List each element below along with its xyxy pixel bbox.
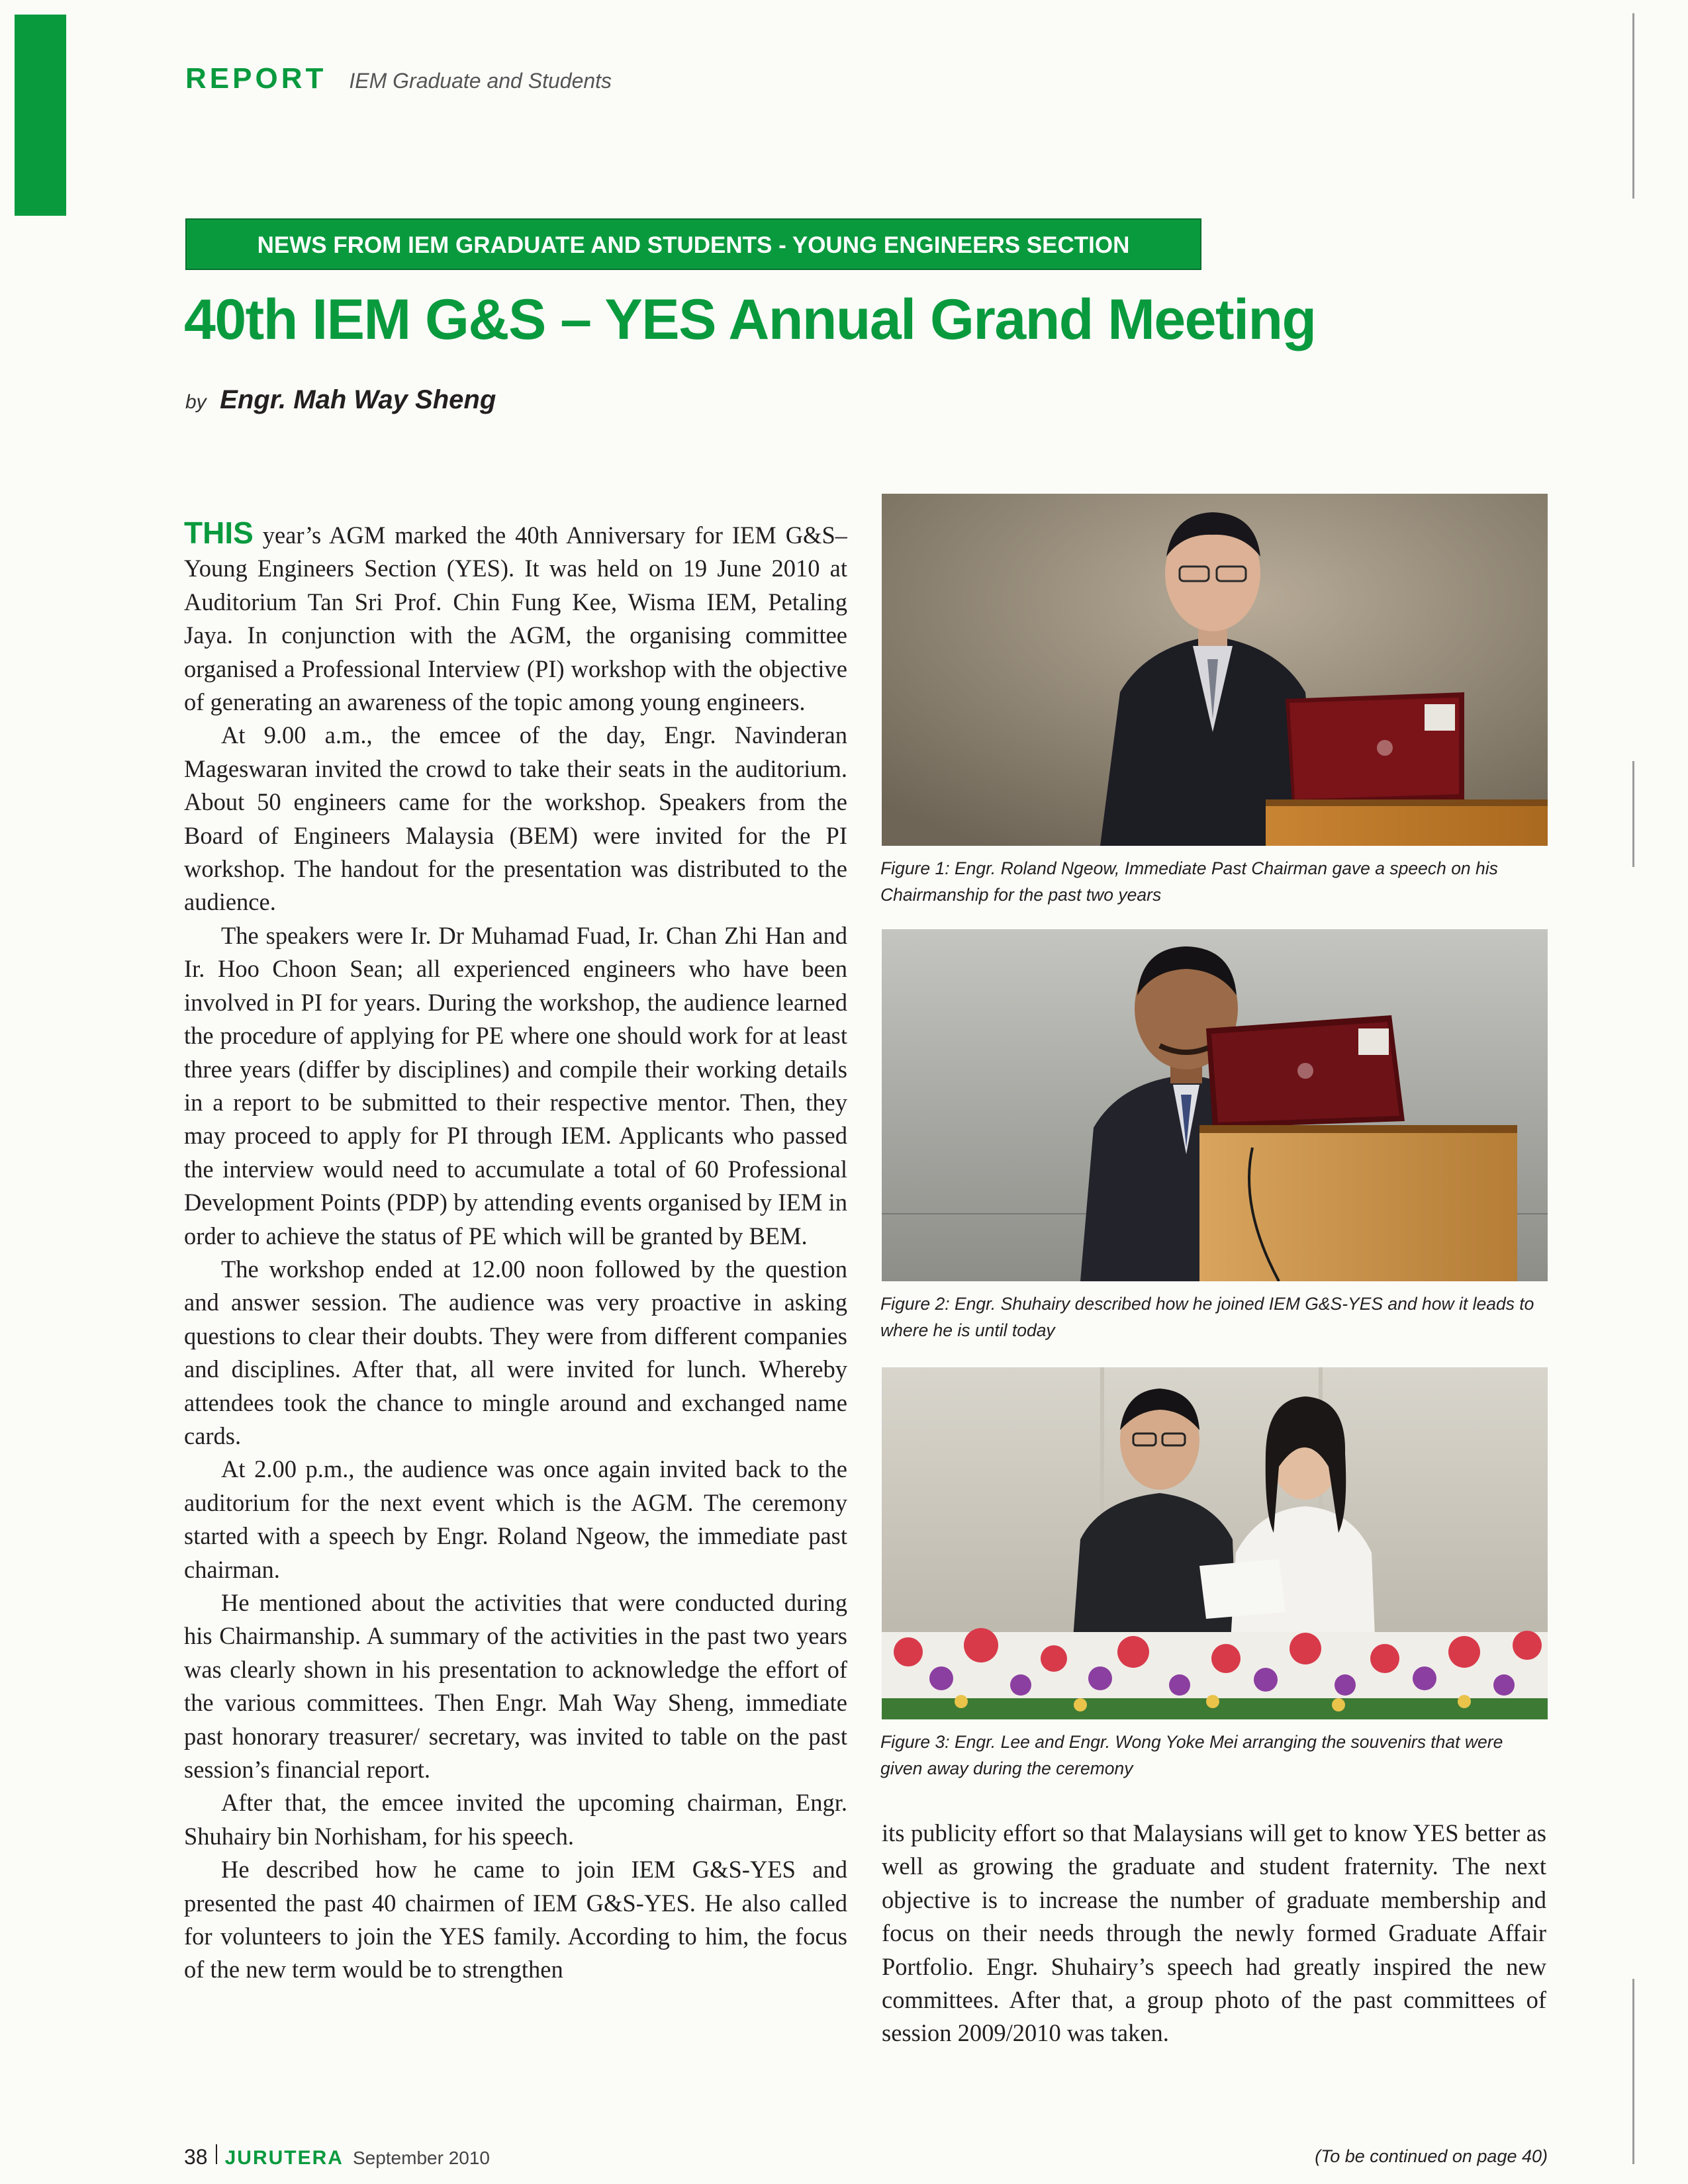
page-edge-line	[1632, 13, 1634, 199]
paragraph-8: He described how he came to join IEM G&S-YES and presented the past 40 chairmen of IEM G&S-YES. He also called for volunteers to join the YES family. According to him, the focus of the new term would be to strengthen	[184, 1856, 847, 1983]
page-edge-line	[1632, 761, 1634, 867]
paragraph-7: After that, the emcee invited the upcoming chairman, Engr. Shuhairy bin Norhisham, for his speech.	[184, 1789, 847, 1850]
paragraph-1	[184, 516, 847, 719]
continued-note: (To be continued on page 40)	[1315, 2146, 1548, 2166]
byline-author: Engr. Mah Way Sheng	[220, 385, 496, 414]
report-label: REPORT	[185, 62, 327, 95]
article-body-right-continuation	[882, 1817, 1546, 2095]
paragraph-5: At 2.00 p.m., the audience was once again invited back to the auditorium for the next event which is the AGM. The ceremony started with a speech by Engr. Roland Ngeow, the immediate past chairman.	[184, 1455, 847, 1583]
page-number: 38	[184, 2145, 208, 2169]
paragraph-4: The workshop ended at 12.00 noon followed by the question and answer session. The audience was very proactive in asking questions to clear their doubts. They were from different companies and disciplines. After that, all were invited for lunch. Whereby attendees took the chance to mingle around and exchanged name cards.	[184, 1255, 847, 1449]
issue-date: September 2010	[352, 2148, 490, 2168]
figure-1-photo	[882, 494, 1548, 846]
byline-by: by	[185, 391, 207, 413]
paragraph-9: its publicity effort so that Malaysians will get to know YES better as well as growing the graduate and student fraternity. The next objective is to increase the number of graduate membership and focus on their needs through the newly formed Graduate Affair Portfolio. Engr. Shuhairy’s speech had greatly inspired the new committees. After that, a group photo of the past committees of session 2009/2010 was taken.	[882, 1819, 1546, 2047]
figure-2-photo	[882, 929, 1548, 1281]
magazine-name: JURUTERA	[224, 2147, 344, 2169]
article-body-left-column	[184, 516, 847, 2098]
green-side-tab	[15, 15, 66, 216]
figure-1-caption: Figure 1: Engr. Roland Ngeow, Immediate Past Chairman gave a speech on his Chairmanship for the past two years	[880, 858, 1498, 905]
lead-word: THIS	[184, 516, 254, 550]
paragraph-3: The speakers were Ir. Dr Muhamad Fuad, Ir. Chan Zhi Han and Ir. Hoo Choon Sean; all experienced engineers who have been involved in PI for years. During the workshop, the audience learned the procedure of applying for PE where one should work for at least three years (differ by disciplines) and compile their working details in a report to be submitted to their respective mentor. Then, they may proceed to apply for PI through IEM. Applicants who passed the interview would need to accumulate a total of 60 Professional Development Points (PDP) by attending events organised by IEM in order to achieve the status of PE which will be granted by BEM.	[184, 921, 847, 1250]
section-label: IEM Graduate and Students	[349, 69, 612, 93]
news-banner: NEWS FROM IEM GRADUATE AND STUDENTS - YOUNG ENGINEERS SECTION	[185, 218, 1201, 270]
section-header	[185, 62, 612, 95]
paragraph-1-text: year’s AGM marked the 40th Anniversary for IEM G&S–Young Engineers Section (YES). It was held on 19 June 2010 at Auditorium Tan Sri Prof. Chin Fung Kee, Wisma IEM, Petaling Jaya. In conjunction with the AGM, the organising committee organised a Professional Interview (PI) workshop with the objective of generating an awareness of the topic among young engineers.	[184, 522, 847, 716]
paragraph-2: At 9.00 a.m., the emcee of the day, Engr. Navinderan Mageswaran invited the crowd to take their seats in the auditorium. About 50 engineers came for the workshop. Speakers from the Board of Engineers Malaysia (BEM) were invited for the PI workshop. The handout for the presentation was distributed to the audience.	[184, 721, 847, 916]
footer-divider	[216, 2144, 217, 2164]
figure-2-caption: Figure 2: Engr. Shuhairy described how he joined IEM G&S-YES and how it leads to where he is until today	[880, 1294, 1534, 1340]
page-footer	[184, 2144, 490, 2169]
figure-3-photo	[882, 1367, 1548, 1719]
paragraph-6: He mentioned about the activities that were conducted during his Chairmanship. A summary of the activities in the past two years was clearly shown in his presentation to acknowledge the effort of the various committees. Then Engr. Mah Way Sheng, immediate past honorary treasurer/ secretary, was invited to table on the past session’s financial report.	[184, 1589, 847, 1784]
article-title: 40th IEM G&S – YES Annual Grand Meeting	[184, 288, 1316, 351]
page-edge-line	[1632, 1979, 1634, 2164]
byline	[185, 385, 496, 415]
figure-3-caption: Figure 3: Engr. Lee and Engr. Wong Yoke Mei arranging the souvenirs that were given away during the ceremony	[880, 1732, 1503, 1778]
